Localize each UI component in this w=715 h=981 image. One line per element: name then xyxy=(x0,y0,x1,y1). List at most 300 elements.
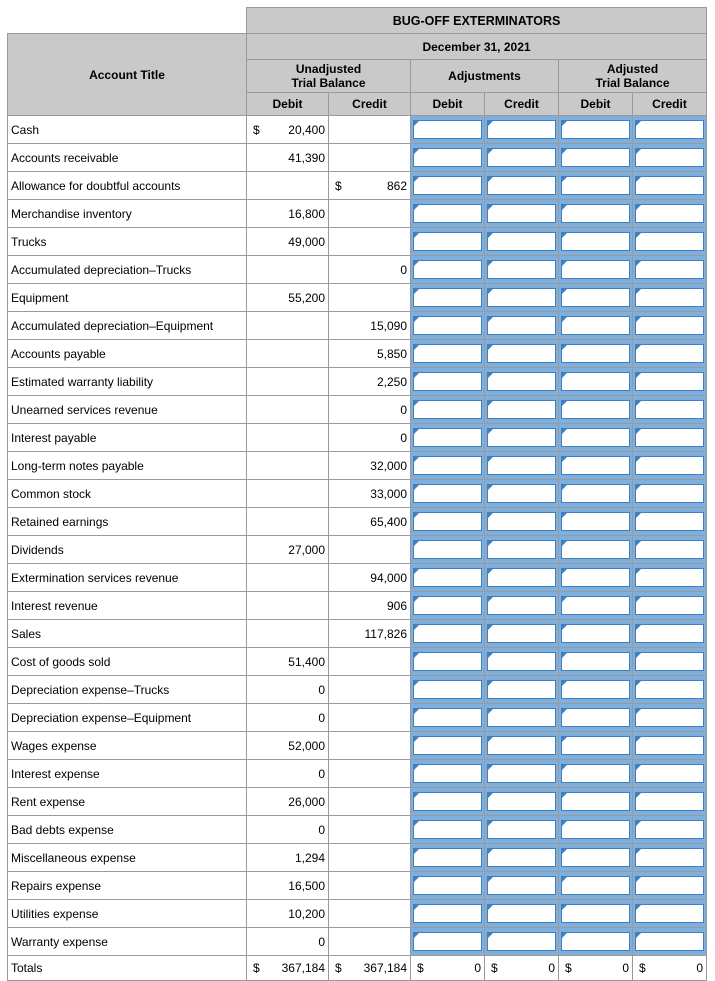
adjusted-credit-input[interactable] xyxy=(635,260,704,279)
table-row xyxy=(8,144,707,172)
adjusted-debit-input[interactable] xyxy=(561,232,630,251)
unadjusted-debit-value: 41,390 xyxy=(288,150,325,165)
adjustments-debit-input-cell xyxy=(411,200,485,228)
adjusted-credit-input-cell xyxy=(633,200,707,228)
adjustments-debit-input-cell xyxy=(411,620,485,648)
adjustments-credit-input-cell xyxy=(485,228,559,256)
adjustments-debit-input[interactable] xyxy=(413,932,482,951)
adjusted-credit-input[interactable] xyxy=(635,204,704,223)
adjusted-credit-input[interactable] xyxy=(635,652,704,671)
adjusted-debit-input[interactable] xyxy=(561,428,630,447)
account-name: Wages expense xyxy=(8,732,247,760)
adjustments-credit-input-cell xyxy=(485,396,559,424)
adjusted-credit-input-cell xyxy=(633,536,707,564)
adjustments-debit-input[interactable] xyxy=(413,372,482,391)
adjustments-credit-input[interactable] xyxy=(487,288,556,307)
adjusted-debit-input[interactable] xyxy=(561,344,630,363)
adjusted-debit-input[interactable] xyxy=(561,904,630,923)
adjusted-debit-input[interactable] xyxy=(561,680,630,699)
unadjusted-credit-cell xyxy=(329,116,411,144)
adjusted-debit-input-cell xyxy=(559,200,633,228)
unadjusted-credit-cell xyxy=(329,760,411,788)
adjustments-debit-input[interactable] xyxy=(413,876,482,895)
table-row xyxy=(8,480,707,508)
unadjusted-debit-cell xyxy=(247,648,329,676)
unadjusted-credit-cell xyxy=(329,172,411,200)
adjusted-credit-input[interactable] xyxy=(635,176,704,195)
currency-symbol: $ xyxy=(335,178,342,193)
unadjusted-credit-cell xyxy=(329,564,411,592)
adjusted-credit-input[interactable] xyxy=(635,596,704,615)
adjusted-credit-input-cell xyxy=(633,704,707,732)
adjusted-debit-input[interactable] xyxy=(561,876,630,895)
unadjusted-credit-header: Credit xyxy=(329,93,411,116)
adjustments-credit-input-cell xyxy=(485,480,559,508)
adjusted-debit-input-cell xyxy=(559,312,633,340)
adjustments-credit-input[interactable] xyxy=(487,176,556,195)
adjustments-debit-input-cell xyxy=(411,368,485,396)
adjustments-debit-input-cell xyxy=(411,564,485,592)
table-row xyxy=(8,928,707,956)
adjusted-credit-input[interactable] xyxy=(635,904,704,923)
adjusted-debit-input[interactable] xyxy=(561,400,630,419)
adjusted-debit-input-cell xyxy=(559,340,633,368)
adjustments-debit-input-cell xyxy=(411,116,485,144)
adjustments-credit-input-cell xyxy=(485,844,559,872)
unadjusted-credit-cell xyxy=(329,900,411,928)
table-row xyxy=(8,452,707,480)
adjusted-debit-input[interactable] xyxy=(561,848,630,867)
adjusted-credit-input[interactable] xyxy=(635,540,704,559)
unadjusted-credit-cell xyxy=(329,200,411,228)
adjusted-credit-input-cell xyxy=(633,592,707,620)
account-name: Miscellaneous expense xyxy=(8,844,247,872)
adjustments-debit-input-cell xyxy=(411,844,485,872)
unadjusted-credit-cell xyxy=(329,676,411,704)
adjusted-credit-input-cell xyxy=(633,928,707,956)
adjustments-debit-input[interactable] xyxy=(413,204,482,223)
unadjusted-credit-value: 32,000 xyxy=(370,458,407,473)
adjusted-credit-input[interactable] xyxy=(635,680,704,699)
table-row xyxy=(8,648,707,676)
totals-adjusted-credit xyxy=(633,956,707,981)
unadjusted-credit-value: 2,250 xyxy=(376,374,407,389)
adjustments-credit-input[interactable] xyxy=(487,596,556,615)
adjusted-debit-input[interactable] xyxy=(561,484,630,503)
unadjusted-debit-cell xyxy=(247,424,329,452)
adjustments-debit-input-cell xyxy=(411,396,485,424)
adjusted-debit-input-cell xyxy=(559,620,633,648)
adjusted-credit-input[interactable] xyxy=(635,792,704,811)
adjustments-debit-input-cell xyxy=(411,508,485,536)
adjustments-debit-input[interactable] xyxy=(413,148,482,167)
adjusted-debit-input-cell xyxy=(559,172,633,200)
table-row xyxy=(8,340,707,368)
adjustments-credit-input[interactable] xyxy=(487,680,556,699)
adjusted-credit-input[interactable] xyxy=(635,764,704,783)
unadjusted-debit-cell xyxy=(247,760,329,788)
adjustments-credit-input[interactable] xyxy=(487,736,556,755)
unadjusted-credit-cell xyxy=(329,340,411,368)
adjustments-debit-input[interactable] xyxy=(413,512,482,531)
adjusted-debit-input-cell xyxy=(559,256,633,284)
adjusted-debit-input[interactable] xyxy=(561,736,630,755)
adjusted-debit-input[interactable] xyxy=(561,288,630,307)
unadjusted-debit-cell xyxy=(247,788,329,816)
currency-symbol: $ xyxy=(253,122,260,137)
totals-adjusted-credit-value: 0 xyxy=(696,961,704,975)
adjusted-credit-input-cell xyxy=(633,564,707,592)
totals-unadjusted-debit-value: 367,184 xyxy=(281,961,325,975)
unadjusted-line1: Unadjusted xyxy=(295,62,362,76)
unadjusted-debit-value: 16,800 xyxy=(288,206,325,221)
adjustments-credit-input[interactable] xyxy=(487,904,556,923)
adjustments-credit-input[interactable] xyxy=(487,232,556,251)
account-name: Interest payable xyxy=(8,424,247,452)
adjusted-debit-input[interactable] xyxy=(561,512,630,531)
adjusted-credit-input[interactable] xyxy=(635,876,704,895)
unadjusted-debit-cell xyxy=(247,368,329,396)
adjusted-debit-input[interactable] xyxy=(561,568,630,587)
adjusted-credit-input-cell xyxy=(633,256,707,284)
table-row xyxy=(8,256,707,284)
unadjusted-debit-cell xyxy=(247,480,329,508)
account-name: Accounts payable xyxy=(8,340,247,368)
adjusted-debit-input[interactable] xyxy=(561,820,630,839)
adjusted-debit-input[interactable] xyxy=(561,204,630,223)
adjusted-debit-input[interactable] xyxy=(561,596,630,615)
adjustments-debit-input[interactable] xyxy=(413,344,482,363)
unadjusted-debit-cell xyxy=(247,116,329,144)
adjusted-debit-input-cell xyxy=(559,396,633,424)
unadjusted-debit-cell xyxy=(247,676,329,704)
adjustments-credit-input[interactable] xyxy=(487,428,556,447)
adjustments-credit-input[interactable] xyxy=(487,344,556,363)
adjustments-credit-input[interactable] xyxy=(487,848,556,867)
adjusted-line1: Adjusted xyxy=(606,62,659,76)
unadjusted-debit-value: 10,200 xyxy=(288,906,325,921)
adjustments-debit-input-cell xyxy=(411,928,485,956)
adjusted-debit-input-cell xyxy=(559,508,633,536)
adjustments-credit-input-cell xyxy=(485,256,559,284)
adjustments-debit-input[interactable] xyxy=(413,456,482,475)
unadjusted-trial-balance-header xyxy=(247,60,411,93)
adjustments-credit-input[interactable] xyxy=(487,708,556,727)
account-name: Common stock xyxy=(8,480,247,508)
adjusted-credit-input-cell xyxy=(633,424,707,452)
adjustments-credit-input[interactable] xyxy=(487,400,556,419)
account-name: Trucks xyxy=(8,228,247,256)
adjustments-credit-input[interactable] xyxy=(487,820,556,839)
adjustments-debit-input[interactable] xyxy=(413,120,482,139)
unadjusted-debit-cell xyxy=(247,144,329,172)
account-name: Depreciation expense–Trucks xyxy=(8,676,247,704)
account-name: Warranty expense xyxy=(8,928,247,956)
adjusted-credit-input[interactable] xyxy=(635,624,704,643)
adjusted-credit-input[interactable] xyxy=(635,848,704,867)
adjustments-credit-input[interactable] xyxy=(487,624,556,643)
adjustments-debit-input-cell xyxy=(411,284,485,312)
adjusted-debit-input[interactable] xyxy=(561,316,630,335)
adjustments-debit-input-cell xyxy=(411,228,485,256)
account-name: Rent expense xyxy=(8,788,247,816)
adjustments-credit-input[interactable] xyxy=(487,540,556,559)
adjusted-credit-input-cell xyxy=(633,788,707,816)
adjusted-debit-input-cell xyxy=(559,424,633,452)
unadjusted-credit-value: 65,400 xyxy=(370,514,407,529)
adjusted-credit-input-cell xyxy=(633,368,707,396)
adjusted-credit-input-cell xyxy=(633,396,707,424)
adjustments-credit-input[interactable] xyxy=(487,260,556,279)
adjusted-debit-input[interactable] xyxy=(561,540,630,559)
unadjusted-debit-value: 52,000 xyxy=(288,738,325,753)
adjustments-debit-header: Debit xyxy=(411,93,485,116)
adjusted-debit-input-cell xyxy=(559,564,633,592)
adjusted-debit-input[interactable] xyxy=(561,624,630,643)
table-row xyxy=(8,592,707,620)
adjustments-debit-input-cell xyxy=(411,424,485,452)
adjusted-credit-input-cell xyxy=(633,732,707,760)
currency-symbol: $ xyxy=(417,961,424,975)
adjusted-credit-input[interactable] xyxy=(635,288,704,307)
unadjusted-debit-cell xyxy=(247,228,329,256)
unadjusted-debit-cell xyxy=(247,284,329,312)
unadjusted-debit-cell xyxy=(247,452,329,480)
adjustments-credit-input[interactable] xyxy=(487,764,556,783)
adjustments-debit-input-cell xyxy=(411,676,485,704)
unadjusted-credit-cell xyxy=(329,592,411,620)
adjusted-credit-input[interactable] xyxy=(635,400,704,419)
adjustments-debit-input[interactable] xyxy=(413,540,482,559)
adjusted-debit-input-cell xyxy=(559,144,633,172)
adjustments-credit-input[interactable] xyxy=(487,792,556,811)
statement-date: December 31, 2021 xyxy=(247,34,707,60)
adjustments-credit-input-cell xyxy=(485,312,559,340)
adjustments-debit-input-cell xyxy=(411,816,485,844)
company-name: BUG-OFF EXTERMINATORS xyxy=(247,8,707,34)
adjustments-credit-input[interactable] xyxy=(487,456,556,475)
adjustments-debit-input-cell xyxy=(411,312,485,340)
table-row xyxy=(8,200,707,228)
table-row xyxy=(8,424,707,452)
table-row xyxy=(8,228,707,256)
adjustments-debit-input[interactable] xyxy=(413,736,482,755)
adjustments-credit-input[interactable] xyxy=(487,372,556,391)
adjusted-credit-input[interactable] xyxy=(635,316,704,335)
totals-unadjusted-credit-value: 367,184 xyxy=(363,961,407,975)
unadjusted-credit-cell xyxy=(329,732,411,760)
unadjusted-credit-cell xyxy=(329,284,411,312)
adjusted-debit-input[interactable] xyxy=(561,708,630,727)
adjustments-credit-input[interactable] xyxy=(487,484,556,503)
unadjusted-debit-cell xyxy=(247,340,329,368)
adjustments-debit-input[interactable] xyxy=(413,316,482,335)
adjusted-debit-input[interactable] xyxy=(561,792,630,811)
adjustments-credit-input[interactable] xyxy=(487,568,556,587)
adjusted-credit-input[interactable] xyxy=(635,344,704,363)
adjusted-credit-input[interactable] xyxy=(635,512,704,531)
adjusted-debit-input-cell xyxy=(559,228,633,256)
adjustments-debit-input[interactable] xyxy=(413,820,482,839)
adjustments-credit-input-cell xyxy=(485,564,559,592)
unadjusted-credit-cell xyxy=(329,620,411,648)
adjusted-credit-input-cell xyxy=(633,116,707,144)
table-row xyxy=(8,872,707,900)
adjusted-credit-input-cell xyxy=(633,228,707,256)
adjusted-credit-input-cell xyxy=(633,844,707,872)
totals-row xyxy=(8,956,707,981)
table-row xyxy=(8,508,707,536)
adjustments-debit-input[interactable] xyxy=(413,764,482,783)
adjustments-credit-input-cell xyxy=(485,676,559,704)
adjustments-debit-input[interactable] xyxy=(413,904,482,923)
adjusted-credit-input[interactable] xyxy=(635,456,704,475)
adjustments-debit-input[interactable] xyxy=(413,288,482,307)
adjustments-debit-input-cell xyxy=(411,788,485,816)
adjustments-credit-input-cell xyxy=(485,704,559,732)
adjustments-debit-input[interactable] xyxy=(413,484,482,503)
adjusted-credit-input-cell xyxy=(633,284,707,312)
unadjusted-credit-value: 94,000 xyxy=(370,570,407,585)
unadjusted-debit-cell xyxy=(247,200,329,228)
adjustments-credit-input[interactable] xyxy=(487,316,556,335)
adjustments-credit-input-cell xyxy=(485,284,559,312)
account-name: Equipment xyxy=(8,284,247,312)
account-name: Extermination services revenue xyxy=(8,564,247,592)
table-row xyxy=(8,816,707,844)
adjusted-credit-input[interactable] xyxy=(635,932,704,951)
unadjusted-credit-cell xyxy=(329,312,411,340)
adjustments-credit-input[interactable] xyxy=(487,876,556,895)
adjusted-credit-input[interactable] xyxy=(635,372,704,391)
unadjusted-debit-value: 49,000 xyxy=(288,234,325,249)
adjusted-debit-input[interactable] xyxy=(561,260,630,279)
unadjusted-credit-cell xyxy=(329,872,411,900)
adjustments-debit-input-cell xyxy=(411,732,485,760)
adjustments-credit-input-cell xyxy=(485,340,559,368)
unadjusted-debit-cell xyxy=(247,844,329,872)
unadjusted-credit-cell xyxy=(329,396,411,424)
adjustments-debit-input[interactable] xyxy=(413,232,482,251)
table-row xyxy=(8,172,707,200)
account-name: Accumulated depreciation–Equipment xyxy=(8,312,247,340)
adjusted-credit-input-cell xyxy=(633,648,707,676)
unadjusted-debit-value: 55,200 xyxy=(288,290,325,305)
adjustments-debit-input[interactable] xyxy=(413,708,482,727)
adjusted-credit-input-cell xyxy=(633,340,707,368)
adjustments-debit-input[interactable] xyxy=(413,176,482,195)
adjustments-credit-input-cell xyxy=(485,424,559,452)
adjusted-debit-input-cell xyxy=(559,872,633,900)
unadjusted-debit-cell xyxy=(247,508,329,536)
unadjusted-debit-cell xyxy=(247,732,329,760)
adjusted-credit-input[interactable] xyxy=(635,148,704,167)
currency-symbol: $ xyxy=(639,961,646,975)
adjusted-credit-input[interactable] xyxy=(635,568,704,587)
adjusted-debit-header: Debit xyxy=(559,93,633,116)
adjustments-debit-input[interactable] xyxy=(413,652,482,671)
adjustments-debit-input[interactable] xyxy=(413,680,482,699)
adjustments-credit-input[interactable] xyxy=(487,932,556,951)
unadjusted-debit-value: 51,400 xyxy=(288,654,325,669)
worksheet xyxy=(7,7,706,981)
unadjusted-credit-cell xyxy=(329,256,411,284)
adjusted-debit-input-cell xyxy=(559,480,633,508)
adjusted-credit-input[interactable] xyxy=(635,484,704,503)
adjustments-debit-input[interactable] xyxy=(413,428,482,447)
adjustments-credit-input[interactable] xyxy=(487,148,556,167)
adjusted-credit-input[interactable] xyxy=(635,820,704,839)
adjusted-credit-input[interactable] xyxy=(635,736,704,755)
adjusted-debit-input[interactable] xyxy=(561,764,630,783)
adjustments-debit-input[interactable] xyxy=(413,624,482,643)
adjustments-debit-input[interactable] xyxy=(413,792,482,811)
adjusted-debit-input[interactable] xyxy=(561,932,630,951)
adjusted-credit-input[interactable] xyxy=(635,120,704,139)
adjustments-credit-input-cell xyxy=(485,872,559,900)
adjustments-debit-input[interactable] xyxy=(413,596,482,615)
adjustments-credit-input-cell xyxy=(485,368,559,396)
unadjusted-credit-value: 0 xyxy=(400,262,407,277)
account-name: Bad debts expense xyxy=(8,816,247,844)
table-row xyxy=(8,368,707,396)
adjusted-debit-input[interactable] xyxy=(561,652,630,671)
totals-adjustments-debit xyxy=(411,956,485,981)
adjusted-debit-input-cell xyxy=(559,676,633,704)
unadjusted-credit-value: 5,850 xyxy=(376,346,407,361)
adjusted-credit-input-cell xyxy=(633,172,707,200)
adjusted-debit-input-cell xyxy=(559,900,633,928)
adjustments-debit-input-cell xyxy=(411,592,485,620)
account-name: Cost of goods sold xyxy=(8,648,247,676)
adjustments-debit-input[interactable] xyxy=(413,260,482,279)
adjustments-debit-input-cell xyxy=(411,144,485,172)
adjusted-credit-input[interactable] xyxy=(635,232,704,251)
adjustments-credit-input[interactable] xyxy=(487,652,556,671)
unadjusted-credit-cell xyxy=(329,144,411,172)
unadjusted-debit-cell xyxy=(247,312,329,340)
unadjusted-debit-value: 27,000 xyxy=(288,542,325,557)
adjusted-debit-input-cell xyxy=(559,452,633,480)
adjusted-credit-input[interactable] xyxy=(635,708,704,727)
adjustments-credit-input-cell xyxy=(485,116,559,144)
account-name: Depreciation expense–Equipment xyxy=(8,704,247,732)
currency-symbol: $ xyxy=(491,961,498,975)
unadjusted-debit-cell xyxy=(247,564,329,592)
adjustments-credit-input[interactable] xyxy=(487,204,556,223)
adjusted-debit-input-cell xyxy=(559,648,633,676)
adjustments-credit-input[interactable] xyxy=(487,120,556,139)
adjustments-credit-input[interactable] xyxy=(487,512,556,531)
adjustments-credit-input-cell xyxy=(485,732,559,760)
unadjusted-debit-cell xyxy=(247,928,329,956)
unadjusted-debit-header: Debit xyxy=(247,93,329,116)
adjustments-debit-input-cell xyxy=(411,900,485,928)
adjusted-debit-input[interactable] xyxy=(561,456,630,475)
adjustments-credit-input-cell xyxy=(485,452,559,480)
unadjusted-credit-cell xyxy=(329,536,411,564)
adjusted-debit-input[interactable] xyxy=(561,372,630,391)
adjustments-debit-input[interactable] xyxy=(413,848,482,867)
adjusted-debit-input[interactable] xyxy=(561,148,630,167)
adjusted-credit-input[interactable] xyxy=(635,428,704,447)
adjustments-debit-input[interactable] xyxy=(413,400,482,419)
adjustments-debit-input[interactable] xyxy=(413,568,482,587)
adjustments-debit-input-cell xyxy=(411,872,485,900)
adjusted-debit-input[interactable] xyxy=(561,176,630,195)
adjustments-debit-input-cell xyxy=(411,704,485,732)
adjusted-debit-input[interactable] xyxy=(561,120,630,139)
